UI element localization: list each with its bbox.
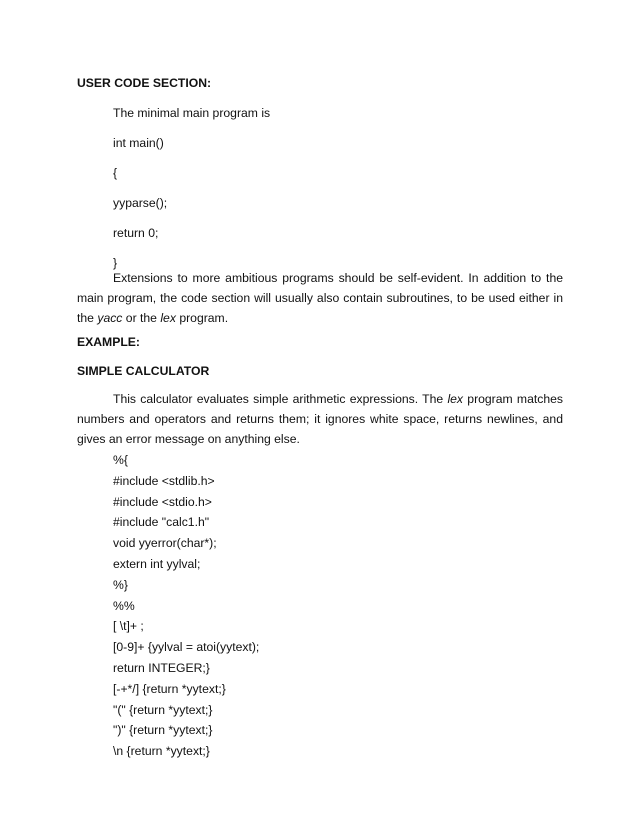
emphasis-lex: lex: [447, 392, 464, 406]
example-heading: EXAMPLE:: [77, 335, 140, 349]
code-line: [ \t]+ ;: [113, 619, 144, 634]
paragraph-text: This calculator evaluates simple arithmetic expressions. The: [113, 392, 448, 406]
paragraph-body: [77, 268, 563, 328]
code-line: void yyerror(char*);: [113, 536, 217, 551]
calculator-paragraph: [77, 389, 563, 449]
code-line: return 0;: [113, 226, 159, 240]
user-code-section-heading: USER CODE SECTION:: [77, 76, 212, 90]
simple-calculator-heading: SIMPLE CALCULATOR: [77, 364, 210, 378]
code-line: #include <stdlib.h>: [113, 473, 215, 488]
paragraph-body: [77, 389, 563, 449]
code-line: yyparse();: [113, 196, 168, 210]
code-line: %{: [113, 453, 128, 467]
code-line: extern int yylval;: [113, 556, 201, 571]
code-line: #include <stdio.h>: [113, 494, 212, 509]
extensions-paragraph: [77, 268, 563, 328]
lex-code-block: [113, 450, 259, 762]
code-line: %}: [113, 577, 128, 592]
code-line: [0-9]+ {yylval = atoi(yytext);: [113, 640, 260, 655]
paragraph-text: program matches numbers and operators and returns them; it ignores white space, returns newlines, and gives an error message on anything else.: [77, 392, 563, 446]
paragraph-text: program.: [175, 311, 229, 325]
code-line: }: [113, 256, 118, 270]
code-line: %%: [113, 598, 135, 613]
code-line: \n {return *yytext;}: [113, 744, 210, 759]
code-line: #include "calc1.h": [113, 515, 210, 530]
code-line: ")" {return *yytext;}: [113, 723, 213, 738]
code-line: {: [113, 166, 118, 180]
code-line: "(" {return *yytext;}: [113, 702, 213, 717]
emphasis-yacc: yacc: [97, 311, 123, 325]
paragraph-text: or the: [122, 311, 161, 325]
code-line: int main(): [113, 136, 164, 150]
code-line: [-+*/] {return *yytext;}: [113, 681, 226, 696]
code-line: return INTEGER;}: [113, 660, 210, 675]
paragraph-text: Extensions to more ambitious programs should be self-evident. In addition to the main program, the code section will usually also contain subroutines, to be used either in the: [77, 271, 563, 325]
emphasis-lex: lex: [160, 311, 176, 325]
text-line: The minimal main program is: [113, 106, 271, 120]
